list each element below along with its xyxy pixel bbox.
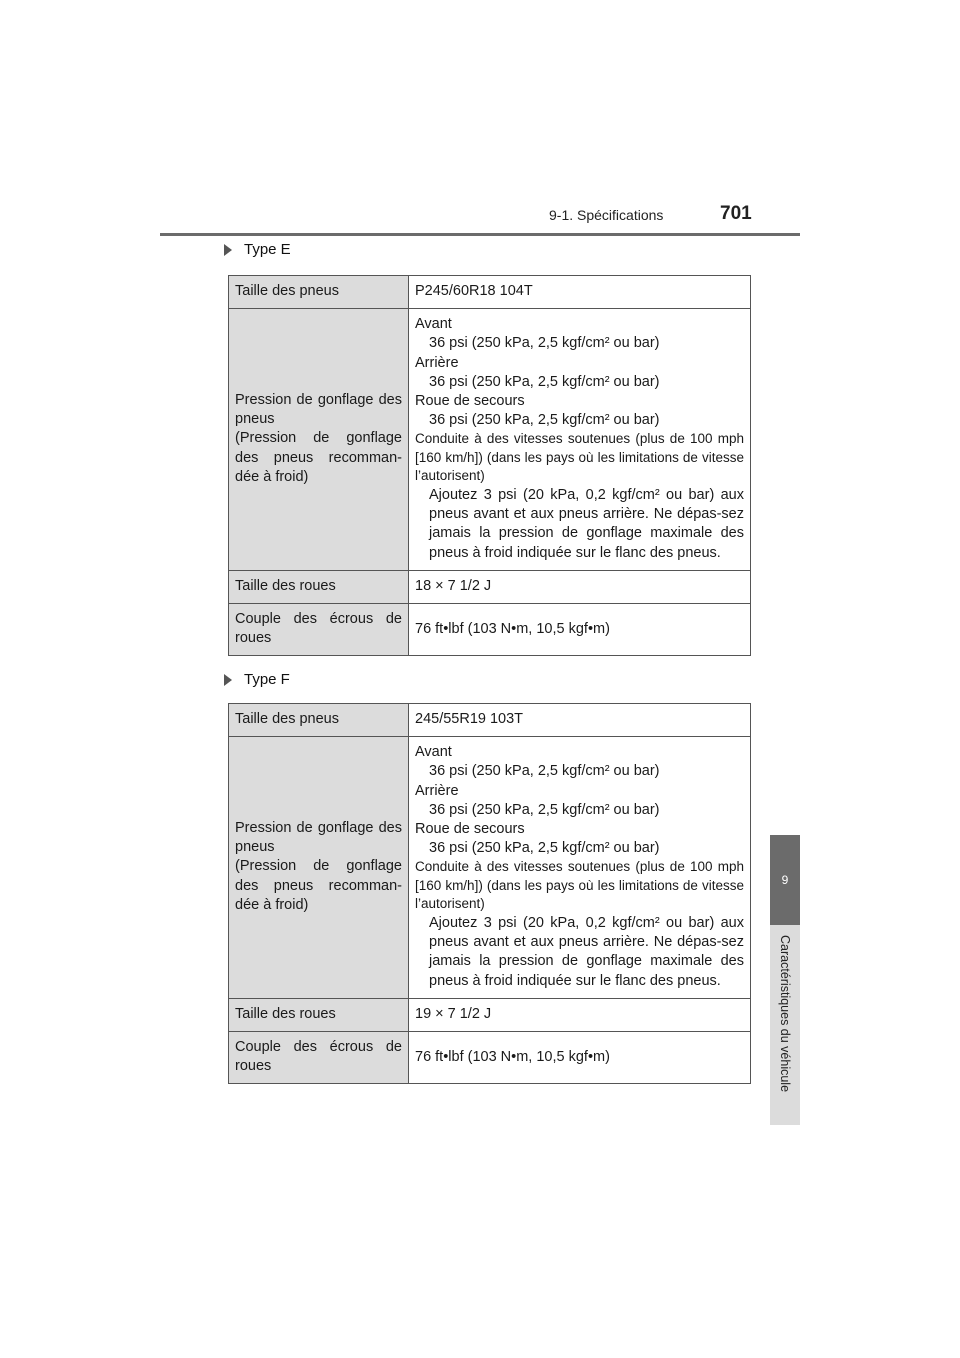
- chapter-tab[interactable]: [770, 835, 800, 925]
- pressure-label-main: Pression de gonflage des pneus: [235, 391, 402, 428]
- tire-size-label: Taille des pneus: [229, 276, 409, 309]
- table-row: [229, 276, 751, 309]
- type-e-spec-table: [228, 275, 751, 656]
- front-value: 36 psi (250 kPa, 2,5 kgf/cm² ou bar): [429, 763, 660, 780]
- rear-label: Arrière: [415, 354, 459, 371]
- table-row: [229, 309, 751, 571]
- page-number: 701: [720, 203, 752, 224]
- pressure-label-main: Pression de gonflage des pneus: [235, 819, 402, 856]
- torque-value: 76 ft•lbf (103 N•m, 10,5 kgf•m): [409, 603, 751, 655]
- tire-size-value: P245/60R18 104T: [409, 276, 751, 309]
- wheel-size-label: Taille des roues: [229, 570, 409, 603]
- front-label: Avant: [415, 744, 452, 761]
- table-row: [229, 737, 751, 999]
- spare-label: Roue de secours: [415, 821, 525, 838]
- spare-value: 36 psi (250 kPa, 2,5 kgf/cm² ou bar): [429, 840, 660, 857]
- type-e-heading: [224, 241, 291, 258]
- front-label: Avant: [415, 316, 452, 333]
- tire-size-label: Taille des pneus: [229, 704, 409, 737]
- chapter-number: 9: [781, 873, 789, 887]
- front-value: 36 psi (250 kPa, 2,5 kgf/cm² ou bar): [429, 335, 660, 352]
- type-f-heading-text: Type F: [244, 671, 290, 688]
- highspeed-note: Conduite à des vitesses soutenues (plus de 100 mph [160 km/h]) (dans les pays où les limitations de vitesse l’autorisent): [415, 431, 744, 484]
- pressure-label-sub: (Pression de gonflage des pneus recomman-dée à froid): [235, 430, 402, 485]
- torque-label: Couple des écrous de roues: [229, 603, 409, 655]
- torque-value: 76 ft•lbf (103 N•m, 10,5 kgf•m): [409, 1031, 751, 1083]
- table-row: [229, 603, 751, 655]
- pressure-value: [409, 309, 751, 571]
- pressure-label-sub: (Pression de gonflage des pneus recomman-dée à froid): [235, 858, 402, 913]
- spare-label: Roue de secours: [415, 393, 525, 410]
- type-f-heading: [224, 671, 290, 688]
- spare-value: 36 psi (250 kPa, 2,5 kgf/cm² ou bar): [429, 412, 660, 429]
- chapter-label-text: Caractéristiques du véhicule: [778, 935, 792, 1093]
- pressure-label: [229, 309, 409, 571]
- type-e-heading-text: Type E: [244, 241, 291, 258]
- table-row: [229, 998, 751, 1031]
- highspeed-value: Ajoutez 3 psi (20 kPa, 0,2 kgf/cm² ou bar) aux pneus avant et aux pneus arrière. Ne dépas-sez jamais la pression de gonflage maximale des pneus à froid indiquée sur le flanc des pneus.: [429, 486, 744, 561]
- rear-label: Arrière: [415, 782, 459, 799]
- tire-size-value: 245/55R19 103T: [409, 704, 751, 737]
- highspeed-value: Ajoutez 3 psi (20 kPa, 0,2 kgf/cm² ou bar) aux pneus avant et aux pneus arrière. Ne dépas-sez jamais la pression de gonflage maximale des pneus à froid indiquée sur le flanc des pneus.: [429, 914, 744, 989]
- chapter-label: [772, 935, 798, 1120]
- table-row: [229, 704, 751, 737]
- arrow-right-icon: [224, 674, 232, 686]
- wheel-size-label: Taille des roues: [229, 998, 409, 1031]
- wheel-size-value: 18 × 7 1/2 J: [409, 570, 751, 603]
- section-title: 9-1. Spécifications: [549, 207, 664, 223]
- pressure-label: [229, 737, 409, 999]
- pressure-value: [409, 737, 751, 999]
- type-f-spec-table: [228, 703, 751, 1084]
- header-divider: [160, 233, 800, 236]
- table-row: [229, 1031, 751, 1083]
- highspeed-note: Conduite à des vitesses soutenues (plus de 100 mph [160 km/h]) (dans les pays où les limitations de vitesse l’autorisent): [415, 859, 744, 912]
- table-row: [229, 570, 751, 603]
- arrow-right-icon: [224, 244, 232, 256]
- torque-label: Couple des écrous de roues: [229, 1031, 409, 1083]
- rear-value: 36 psi (250 kPa, 2,5 kgf/cm² ou bar): [429, 801, 660, 818]
- rear-value: 36 psi (250 kPa, 2,5 kgf/cm² ou bar): [429, 373, 660, 390]
- wheel-size-value: 19 × 7 1/2 J: [409, 998, 751, 1031]
